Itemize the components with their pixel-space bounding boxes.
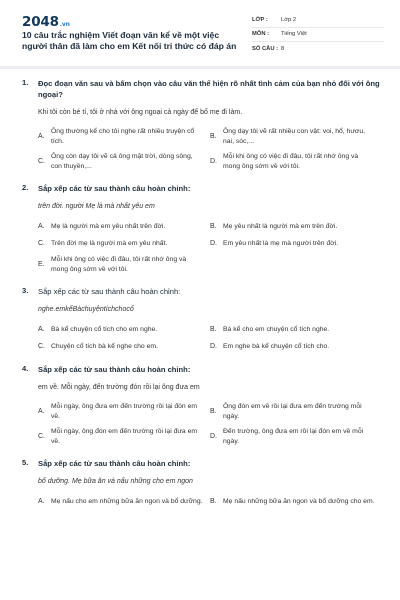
- question-2: [0, 183, 400, 277]
- option-text: Chuyện cổ tích bà kể nghe cho em.: [51, 342, 158, 350]
- site-logo[interactable]: [22, 14, 70, 30]
- option-letter: A.: [38, 497, 45, 505]
- document-header: [0, 0, 400, 62]
- page-title: 10 câu trắc nghiệm Viết đoạn văn kể về một việc người thân đã làm cho em Kết nối tri thức có đáp án: [22, 30, 237, 51]
- option-a[interactable]: [38, 493, 210, 510]
- option-a[interactable]: [38, 218, 210, 235]
- option-letter: A.: [38, 132, 45, 140]
- meta-value: Lớp 2: [281, 16, 297, 23]
- question-number: 2.: [22, 183, 29, 192]
- option-letter: C.: [38, 342, 45, 350]
- option-d[interactable]: [210, 149, 382, 174]
- option-a[interactable]: [38, 124, 210, 149]
- option-text: Mỗi khi ông có việc đi đâu, tôi rất nhớ ông và mong ông sớm về với tôi.: [223, 153, 359, 170]
- option-d[interactable]: [210, 338, 382, 355]
- option-text: Ông thường kể cho tôi nghe rất nhiều truyện cổ tích.: [51, 128, 195, 145]
- logo-tld: .vn: [59, 21, 70, 28]
- option-b[interactable]: [210, 399, 382, 424]
- option-letter: E.: [38, 260, 45, 268]
- question-text: Sắp xếp các từ sau thành câu hoàn chỉnh:: [38, 184, 191, 193]
- question-words: em về. Mỗi ngày, đến trường đón rồi lại ông đưa em: [38, 384, 200, 391]
- question-text: Sắp xếp các từ sau thành câu hoàn chỉnh:: [38, 365, 191, 374]
- option-list: [38, 399, 382, 449]
- option-text: Mỗi ngày, ông đón em đến trường rồi lại đưa em về.: [51, 428, 198, 445]
- meta-row-count: [252, 42, 384, 57]
- meta-row-subject: [252, 28, 384, 43]
- option-text: Mẹ yêu nhất là người mà em trên đời.: [223, 222, 338, 230]
- option-list: [38, 218, 382, 277]
- option-letter: A.: [38, 407, 45, 415]
- option-letter: A.: [38, 325, 45, 333]
- option-text: Mẹ nấu cho em những bữa ăn ngon và bổ dưỡng.: [51, 497, 203, 505]
- option-letter: D.: [210, 432, 217, 440]
- option-letter: B.: [210, 497, 217, 505]
- question-text: Đọc đoạn văn sau và bấm chọn vào câu văn thể hiện rõ nhất tình cảm của bạn nhỏ đối với ông ngoại?: [38, 79, 380, 99]
- option-letter: A.: [38, 222, 45, 230]
- option-text: Mẹ nấu những bữa ăn ngon và bổ dưỡng cho em.: [223, 497, 375, 505]
- option-text: Ông dạy tôi vẽ rất nhiều con vật: voi, hổ, hươu, nai, sóc,...: [223, 128, 366, 145]
- option-text: Mỗi khi ông có việc đi đâu, tôi rất nhớ ông và mong ông sớm về với tôi.: [51, 256, 187, 273]
- option-text: Em yêu nhất là mẹ mà người trên đời.: [223, 239, 339, 247]
- option-c[interactable]: [38, 149, 210, 174]
- question-passage: Khi tôi còn bé tí, tôi ở nhà với ông ngoại cả ngày để bố mẹ đi làm.: [38, 109, 243, 116]
- option-text: Mỗi ngày, ông đưa em đến trường rồi lại đón em về.: [51, 403, 198, 420]
- meta-label: LỚP :: [252, 16, 268, 23]
- question-words: nghe.emkểBàchuyệntíchchocổ: [38, 306, 134, 313]
- option-c[interactable]: [38, 338, 210, 355]
- option-letter: D.: [210, 342, 217, 350]
- question-5: [0, 458, 400, 510]
- meta-label: MÔN :: [252, 31, 270, 38]
- option-text: Mẹ là người mà em yêu nhất trên đời.: [51, 222, 166, 230]
- option-list: [38, 321, 382, 355]
- option-letter: C.: [38, 157, 45, 165]
- option-d[interactable]: [210, 235, 382, 252]
- option-text: Em nghe bà kể chuyện cổ tích cho.: [223, 342, 330, 350]
- option-b[interactable]: [210, 218, 382, 235]
- option-e[interactable]: [38, 252, 210, 277]
- question-4: [0, 364, 400, 449]
- option-a[interactable]: [38, 321, 210, 338]
- meta-value: 8: [281, 46, 285, 53]
- question-3: [0, 286, 400, 355]
- question-number: 4.: [22, 364, 29, 373]
- option-c[interactable]: [38, 424, 210, 449]
- question-words: bổ dưỡng. Mẹ bữa ăn và nấu những cho em ngon: [38, 478, 193, 485]
- option-letter: B.: [210, 132, 217, 140]
- question-1: [0, 78, 400, 174]
- meta-table: [252, 13, 384, 57]
- option-list: [38, 124, 382, 174]
- option-d[interactable]: [210, 424, 382, 449]
- option-c[interactable]: [38, 235, 210, 252]
- option-text: Ông còn dạy tôi vẽ cả ông mặt trời, dòng sông, con thuyền,...: [51, 153, 193, 170]
- logo-main: 2048: [22, 14, 59, 30]
- option-letter: C.: [38, 239, 45, 247]
- option-text: Bà kể cho em chuyện cổ tích nghe.: [223, 325, 330, 333]
- option-letter: D.: [210, 157, 217, 165]
- option-list: [38, 493, 382, 510]
- option-a[interactable]: [38, 399, 210, 424]
- option-b[interactable]: [210, 124, 382, 149]
- option-text: Trên đời mẹ là người mà em yêu nhất.: [51, 239, 168, 247]
- option-letter: D.: [210, 239, 217, 247]
- option-b[interactable]: [210, 321, 382, 338]
- option-text: Ông đón em về rồi lại đưa em đến trường mỗi ngày.: [223, 403, 362, 420]
- option-letter: B.: [210, 222, 217, 230]
- meta-value: Tiếng Việt: [281, 31, 307, 38]
- question-number: 3.: [22, 286, 29, 295]
- question-text: Sắp xếp các từ sau thành câu hoàn chỉnh:: [38, 287, 181, 296]
- option-text: Đến trường, ông đưa em rồi lại đón em về mỗi ngày.: [223, 428, 364, 445]
- option-text: Bà kể chuyện cổ tích cho em nghe.: [51, 325, 158, 333]
- question-number: 5.: [22, 458, 29, 467]
- option-b[interactable]: [210, 493, 382, 510]
- meta-label: SỐ CÂU :: [252, 46, 279, 53]
- header-divider: [0, 66, 400, 69]
- question-text: Sắp xếp các từ sau thành câu hoàn chỉnh:: [38, 459, 191, 468]
- question-list: [0, 78, 400, 519]
- option-letter: B.: [210, 407, 217, 415]
- option-letter: B.: [210, 325, 217, 333]
- option-letter: C.: [38, 432, 45, 440]
- question-words: trên đời. người Mẹ là mà nhất yêu em: [38, 203, 155, 210]
- meta-row-class: [252, 13, 384, 28]
- question-number: 1.: [22, 78, 29, 87]
